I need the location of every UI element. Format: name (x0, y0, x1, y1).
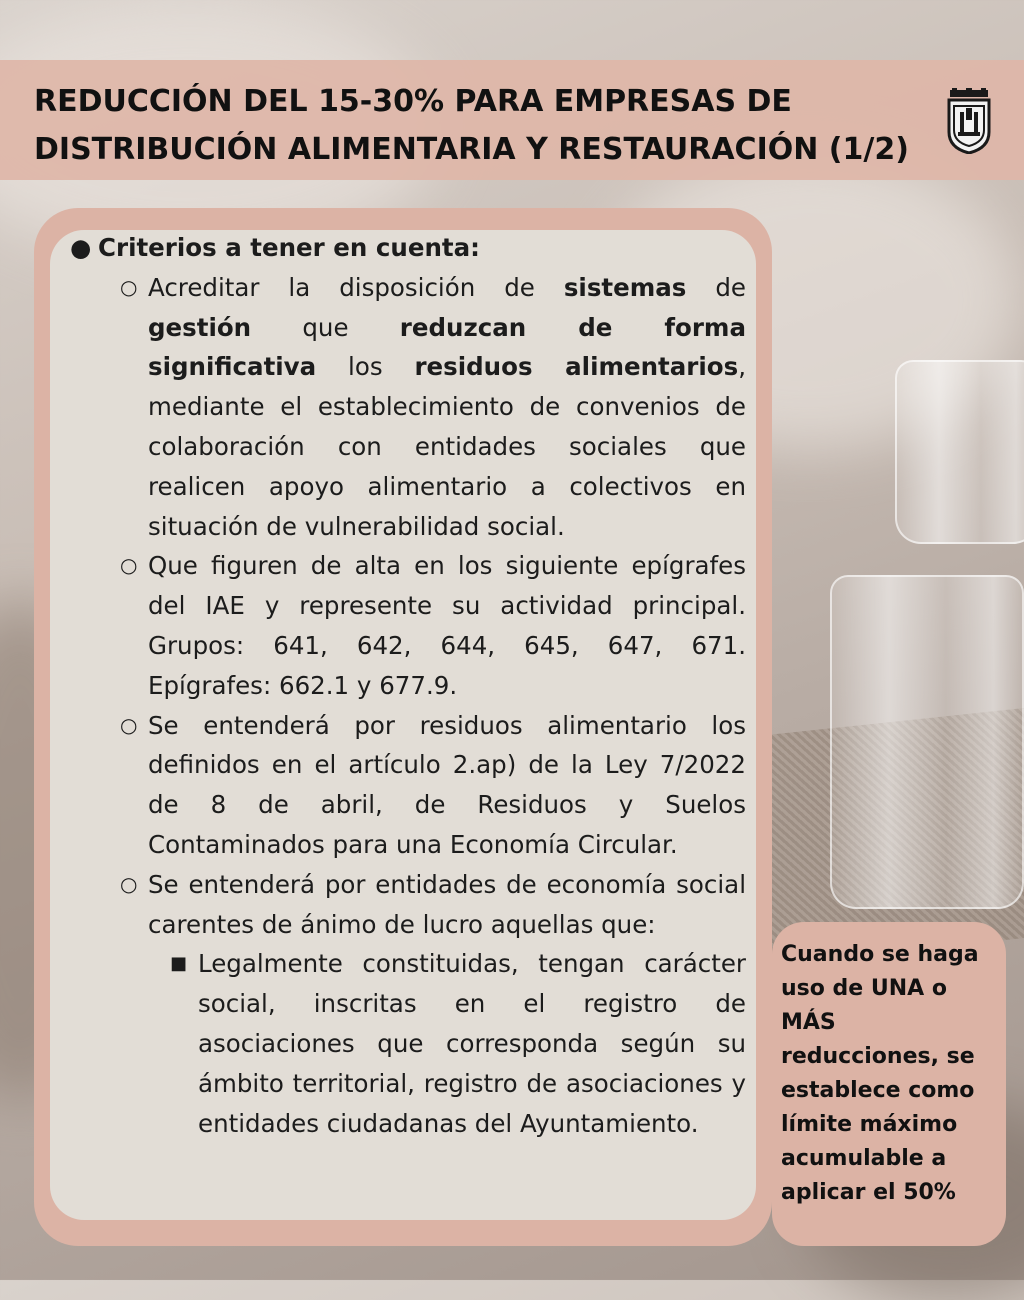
criteria-heading: Criterios a tener en cuenta: (98, 233, 480, 262)
side-note-text: Cuando se haga uso de UNA o MÁS reducciones, se establece como límite máximo acumulable a aplicar el 50% (781, 942, 979, 1205)
list-item-text: Se entenderá por residuos alimentario los definidos en el artículo 2.ap) de la Ley 7/2022 de 8 de abril, de Residuos y Suelos Contaminados para una Economía Circular. (148, 710, 746, 859)
criteria-heading-item (70, 228, 746, 268)
square-bullet-icon: ■ (170, 953, 188, 975)
list-item (120, 546, 746, 705)
list-item-text: Se entenderá por entidades de economía social carentes de ánimo de lucro aquellas que: (148, 869, 746, 939)
list-item (120, 268, 746, 547)
glass (895, 360, 1024, 544)
circle-bullet-icon: ○ (120, 274, 138, 299)
glass (830, 575, 1024, 909)
circle-bullet-icon: ○ (120, 712, 138, 737)
sub-list-item (170, 944, 746, 1143)
circle-bullet-icon: ○ (120, 553, 138, 578)
page-title (34, 78, 934, 174)
bullet-icon: ● (70, 233, 92, 262)
circle-bullet-icon: ○ (120, 871, 138, 896)
title-line-1: REDUCCIÓN DEL 15-30% PARA EMPRESAS DE (34, 84, 792, 119)
title-line-2: DISTRIBUCIÓN ALIMENTARIA Y RESTAURACIÓN (1/2) (34, 132, 909, 167)
list-item-text: Acreditar la disposición de sistemas de gestión que reduzcan de forma significativa los residuos alimentarios, mediante el establecimiento de convenios de colaboración con entidades sociales que realicen apoyo alimentario a colectivos en situación de vulnerabilidad social. (148, 272, 746, 541)
criteria-content (70, 228, 746, 1143)
list-item (120, 865, 746, 945)
list-item-text: Que figuren de alta en los siguiente epígrafes del IAE y represente su actividad principal. Grupos: 641, 642, 644, 645, 647, 671. Epígrafes: 662.1 y 677.9. (148, 551, 746, 700)
list-item (120, 706, 746, 865)
crest-icon (944, 88, 994, 154)
sub-list-item-text: Legalmente constituidas, tengan carácter social, inscritas en el registro de asociaciones que corresponda según su ámbito territorial, registro de asociaciones y entidades ciudadanas del Ayuntamiento. (198, 949, 746, 1138)
